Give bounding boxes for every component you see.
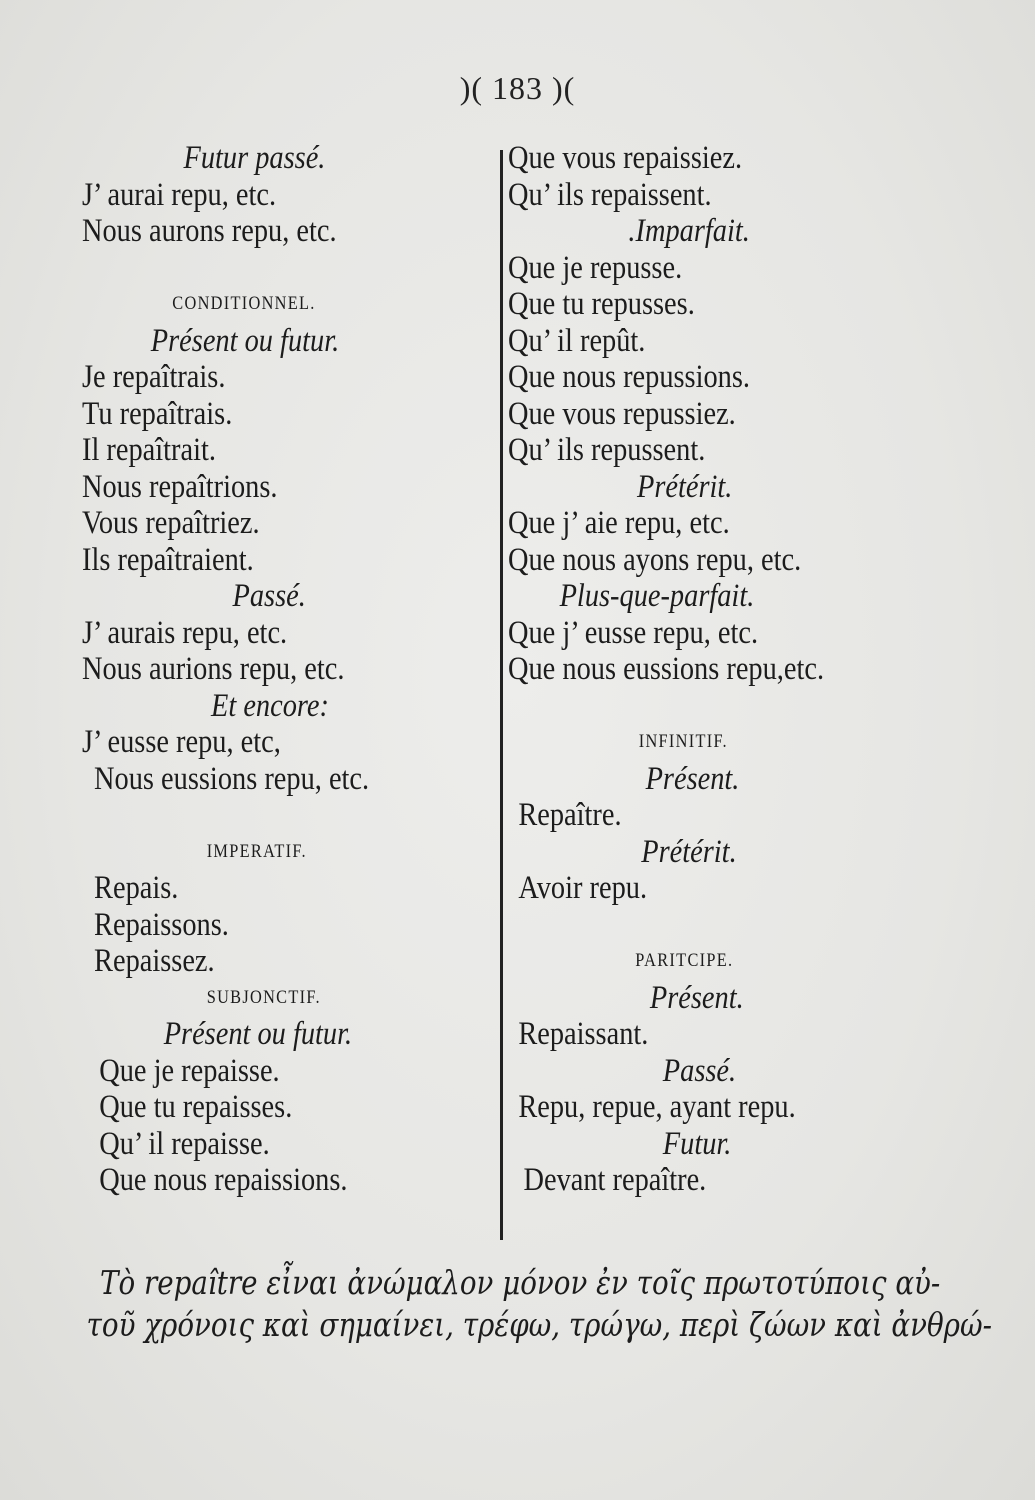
text-line: Que vous repaissiez. [508, 140, 743, 176]
tense-heading: Présent ou futur. [150, 322, 340, 359]
text-line: Tu repaîtrais. [82, 395, 233, 432]
text-line: Avoir repu. [518, 870, 648, 906]
text-line: J’ aurais repu, etc. [82, 614, 288, 651]
tense-heading: Futur. [662, 1125, 732, 1162]
page-number: )( 183 )( [459, 70, 576, 106]
text-line: J’ aurai repu, etc. [82, 176, 277, 213]
tense-heading: .Imparfait. [628, 213, 750, 249]
text-line: J’ eusse repu, etc, [82, 724, 281, 760]
text-line: Que nous repaissions. [99, 1162, 348, 1198]
tense-heading: Passé. [232, 578, 306, 614]
text-line: Nous aurons repu, etc. [82, 213, 337, 249]
tense-heading: Futur passé. [183, 140, 326, 176]
mood-heading: SUBJONCTIF. [206, 986, 321, 1008]
text-line: Vous repaîtriez. [82, 505, 260, 541]
greek-footnote-line: τοῦ χρόνοις καὶ σημαίνει, τρέφω, τρώγω, περὶ ζώων καὶ ἀνθρώ- [86, 1305, 992, 1344]
tense-heading: Présent. [645, 760, 740, 797]
tense-heading: Passé. [662, 1052, 737, 1089]
text-line: Que nous ayons repu, etc. [508, 541, 802, 578]
text-line: Repaître. [518, 797, 622, 833]
text-line: Que tu repaisses. [99, 1089, 293, 1125]
spacer [508, 907, 948, 944]
text-line: Repais. [94, 870, 179, 906]
text-line: Repaissons. [94, 906, 229, 943]
mood-heading: PARITCIPE. [635, 950, 734, 971]
text-line: Que vous repussiez. [508, 395, 736, 432]
text-line: Que je repusse. [508, 249, 683, 286]
text-line: Que tu repusses. [508, 286, 695, 322]
tense-heading: Présent ou futur. [163, 1016, 353, 1052]
text-line: Il repaîtrait. [82, 432, 216, 468]
spacer [82, 797, 482, 834]
mood-heading: CONDITIONNEL. [172, 293, 316, 314]
text-line: Repu, repue, ayant repu. [518, 1089, 796, 1125]
text-line: Qu’ il repaisse. [99, 1125, 270, 1162]
text-line: Ils repaîtraient. [82, 541, 254, 578]
column-divider [500, 150, 503, 1240]
tense-heading: Plus-que-parfait. [559, 578, 755, 614]
greek-footnote-line: Τὸ repaître εἶναι ἀνώμαλον μόνον ἐν τοῖς πρωτοτύποις αὐ- [100, 1263, 941, 1302]
right-column [508, 140, 948, 1199]
text-line: Nous aurions repu, etc. [82, 651, 345, 687]
mood-heading: IMPERATIF. [206, 840, 307, 862]
text-line: Que j’ eusse repu, etc. [508, 614, 759, 651]
text-line: Que je repaisse. [99, 1052, 280, 1089]
text-line: Devant repaître. [523, 1162, 707, 1198]
mood-heading: INFINITIF. [638, 731, 728, 752]
text-line: Repaissant. [518, 1016, 649, 1052]
greek-footnote [86, 1262, 992, 1346]
tense-heading: Présent. [649, 979, 744, 1016]
spacer [82, 250, 482, 287]
text-line: Nous repaîtrions. [82, 468, 278, 505]
tense-heading: Prétérit. [637, 468, 733, 505]
text-line: Qu’ il repût. [508, 322, 646, 359]
text-line: Qu’ ils repaissent. [508, 176, 712, 213]
left-column [82, 140, 482, 1199]
text-line: Qu’ ils repussent. [508, 432, 706, 468]
tense-heading: Et encore: [211, 687, 329, 724]
tense-heading: Prétérit. [641, 833, 737, 870]
text-line: Repaissez. [94, 943, 215, 979]
spacer [508, 688, 948, 725]
text-line: Je repaîtrais. [82, 359, 226, 395]
text-line: Nous eussions repu, etc. [94, 760, 370, 797]
text-line: Que nous repussions. [508, 359, 751, 395]
text-line: Que j’ aie repu, etc. [508, 505, 730, 541]
text-line: Que nous eussions repu,etc. [508, 651, 825, 687]
